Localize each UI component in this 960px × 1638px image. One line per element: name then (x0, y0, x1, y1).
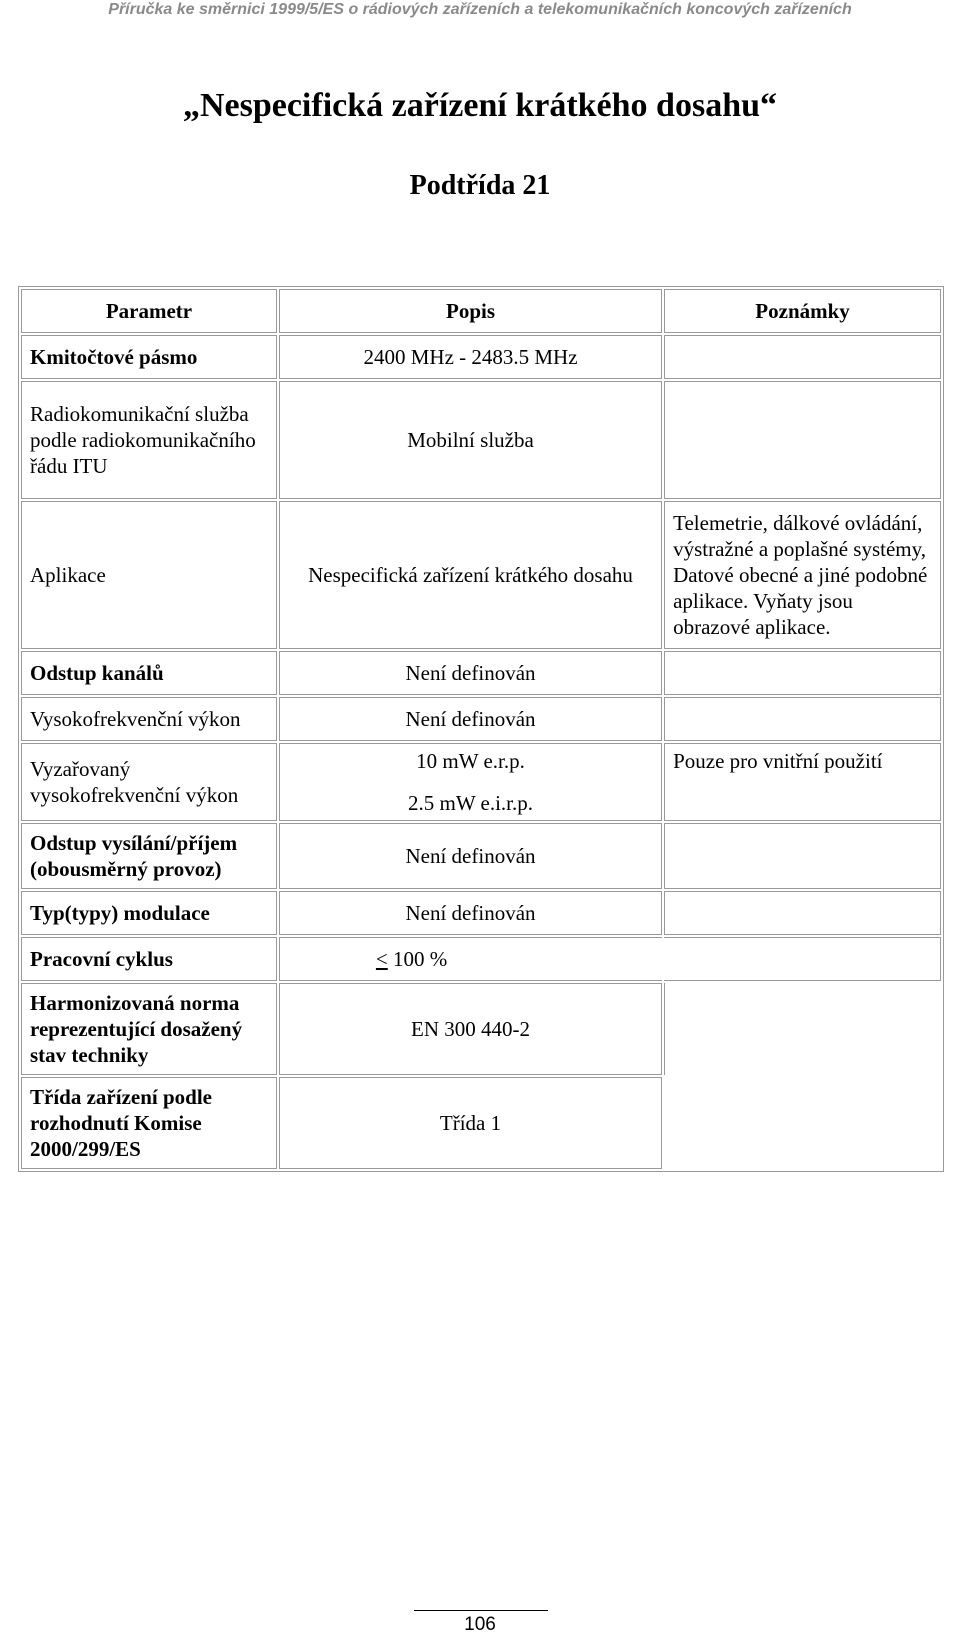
page-title: „Nespecifická zařízení krátkého dosahu“ (182, 87, 778, 124)
table-row (21, 501, 941, 649)
row-value-harmonized-standard: EN 300 440-2 (279, 983, 662, 1075)
row-value-frequency-band: 2400 MHz - 2483.5 MHz (279, 335, 662, 379)
row-note-modulation (664, 891, 941, 935)
radiated-power-eirp: 2.5 mW e.i.r.p. (408, 791, 534, 815)
row-label-modulation: Typ(typy) modulace (21, 891, 277, 935)
row-label-application: Aplikace (21, 501, 277, 649)
duty-cycle-value: 100 % (387, 947, 448, 971)
table-row (21, 335, 941, 379)
row-note-application: Telemetrie, dálkové ovládání, výstražné a poplašné systémy, Datové obecné a jiné podobné aplikace. Vyňaty jsou obrazové aplikace. (664, 501, 941, 649)
row-value-channel-spacing: Není definován (279, 651, 662, 695)
header-poznamky: Poznámky (664, 289, 941, 333)
page-number: 106 (464, 1614, 496, 1635)
table-row (21, 697, 941, 741)
row-label-frequency-band: Kmitočtové pásmo (21, 335, 277, 379)
row-note-frequency-band (664, 335, 941, 379)
running-header: Příručka ke směrnici 1999/5/ES o rádiových zařízeních a telekomunikačních koncových zařízeních (108, 1, 852, 18)
row-value-rf-power: Není definován (279, 697, 662, 741)
table-row (21, 651, 941, 695)
header-parametr: Parametr (21, 289, 277, 333)
table-row (21, 983, 941, 1075)
row-value-radiated-power (279, 743, 662, 821)
row-note-channel-spacing (664, 651, 941, 695)
row-note-radiated-power: Pouze pro vnitřní použití (664, 743, 941, 821)
row-note-radio-service (664, 381, 941, 499)
table-row (21, 1077, 941, 1169)
row-label-duty-cycle: Pracovní cyklus (21, 937, 277, 981)
table-header-row (21, 289, 941, 333)
table-row (21, 743, 941, 821)
radiated-power-erp: 10 mW e.r.p. (416, 749, 525, 773)
row-value-duplex-spacing: Není definován (279, 823, 662, 889)
row-label-radiated-power: Vyzařovaný vysokofrekvenční výkon (21, 743, 277, 821)
footer-rule (414, 1610, 548, 1611)
table-row (21, 937, 941, 981)
row-note-harmonized-standard (664, 983, 941, 1075)
row-label-channel-spacing: Odstup kanálů (21, 651, 277, 695)
table-row (21, 891, 941, 935)
row-note-duplex-spacing (664, 823, 941, 889)
row-value-duty-cycle (279, 937, 662, 981)
row-note-equipment-class (664, 1077, 941, 1169)
page-subtitle: Podtřída 21 (409, 170, 551, 201)
less-equal-symbol: < (375, 947, 388, 971)
row-value-application: Nespecifická zařízení krátkého dosahu (279, 501, 662, 649)
row-note-duty-cycle (664, 937, 941, 981)
table-row (21, 381, 941, 499)
row-label-rf-power: Vysokofrekvenční výkon (21, 697, 277, 741)
row-label-duplex-spacing: Odstup vysílání/příjem (obousměrný provoz) (21, 823, 277, 889)
parameter-table (18, 286, 944, 1172)
row-label-equipment-class: Třída zařízení podle rozhodnutí Komise 2000/299/ES (21, 1077, 277, 1169)
table-row (21, 823, 941, 889)
row-label-radio-service: Radiokomunikační služba podle radiokomunikačního řádu ITU (21, 381, 277, 499)
row-value-radio-service: Mobilní služba (279, 381, 662, 499)
header-popis: Popis (279, 289, 662, 333)
row-label-harmonized-standard: Harmonizovaná norma reprezentující dosažený stav techniky (21, 983, 277, 1075)
row-note-rf-power (664, 697, 941, 741)
row-value-equipment-class: Třída 1 (279, 1077, 662, 1169)
row-value-modulation: Není definován (279, 891, 662, 935)
